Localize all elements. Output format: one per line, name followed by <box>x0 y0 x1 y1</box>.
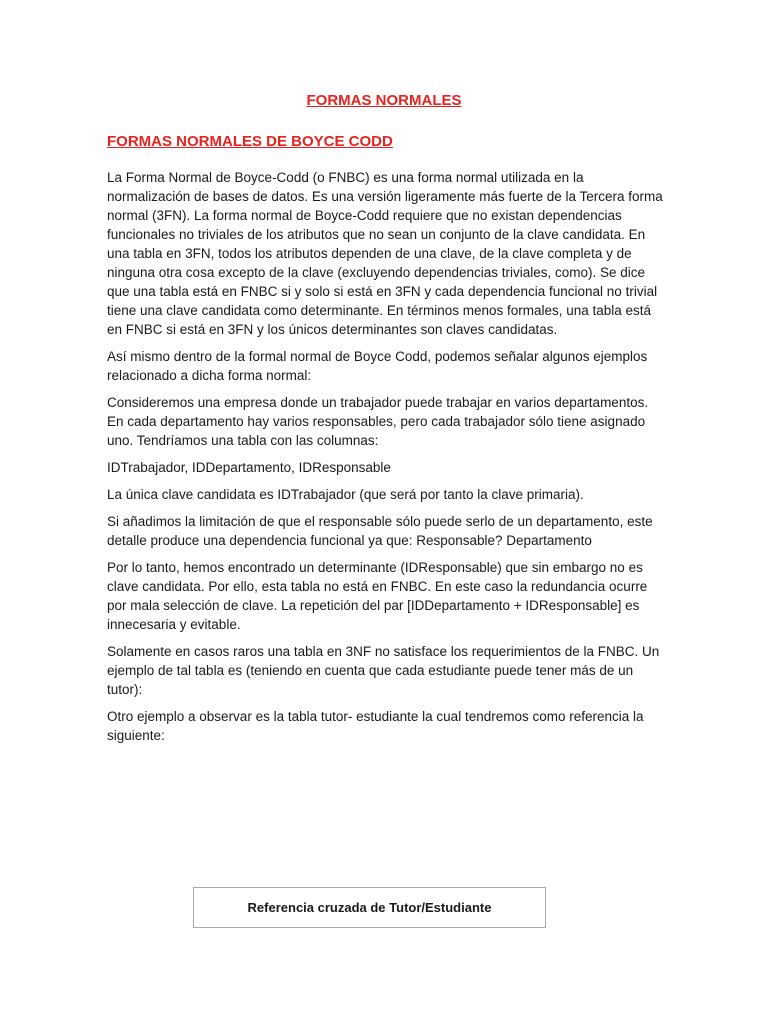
paragraph-rare-cases: Solamente en casos raros una tabla en 3NF no satisface los requerimientos de la FNBC. Un ejemplo de tal tabla es (teniendo en cuenta que cada estudiante puede tener más de un tutor): <box>107 644 660 697</box>
paragraph-determinant: Por lo tanto, hemos encontrado un determinante (IDResponsable) que sin embargo no es clave candidata. Por ello, esta tabla no está en FNBC. En este caso la redundancia ocurre por mala selección de clave. La repetición del par [IDDepartamento + IDResponsable] es innecesaria y evitable. <box>107 560 648 632</box>
reference-table-caption <box>193 887 546 928</box>
paragraph-candidate-key: La única clave candidata es IDTrabajador (que será por tanto la clave primaria). <box>107 487 584 502</box>
page-title: FORMAS NORMALES <box>306 92 462 109</box>
paragraph-company-example: Consideremos una empresa donde un trabajador puede trabajar en varios departamentos. En cada departamento hay varios responsables, pero cada trabajador sólo tiene asignado uno. Tendríamos una tabla con las columnas: <box>107 395 649 448</box>
paragraph-fnbc-definition: La Forma Normal de Boyce-Codd (o FNBC) es una forma normal utilizada en la normalización de bases de datos. Es una versión ligeramente más fuerte de la Tercera forma normal (3FN). La forma normal de Boyce-Codd requiere que no existan dependencias funcionales no triviales de los atributos que no sean un conjunto de la clave candidata. En una tabla en 3FN, todos los atributos dependen de una clave, de la clave completa y de ninguna otra cosa excepto de la clave (excluyendo dependencias triviales, como). Se dice que una tabla está en FNBC si y solo si está en 3FN y cada dependencia funcional no trivial tiene una clave candidata como determinante. En términos menos formales, una tabla está en FNBC si está en 3FN y los únicos determinantes son claves candidatas. <box>107 170 663 337</box>
paragraph-columns: IDTrabajador, IDDepartamento, IDResponsable <box>107 460 391 475</box>
section-heading: FORMAS NORMALES DE BOYCE CODD <box>107 133 393 150</box>
body-text <box>107 168 667 753</box>
reference-table-caption-text: Referencia cruzada de Tutor/Estudiante <box>247 900 492 915</box>
paragraph-limitation: Si añadimos la limitación de que el responsable sólo puede serlo de un departamento, este detalle produce una dependencia funcional ya que: Responsable? Departamento <box>107 514 653 548</box>
paragraph-examples-intro: Así mismo dentro de la formal normal de Boyce Codd, podemos señalar algunos ejemplos relacionado a dicha forma normal: <box>107 349 648 383</box>
paragraph-tutor-example: Otro ejemplo a observar es la tabla tutor- estudiante la cual tendremos como referencia la siguiente: <box>107 709 644 743</box>
